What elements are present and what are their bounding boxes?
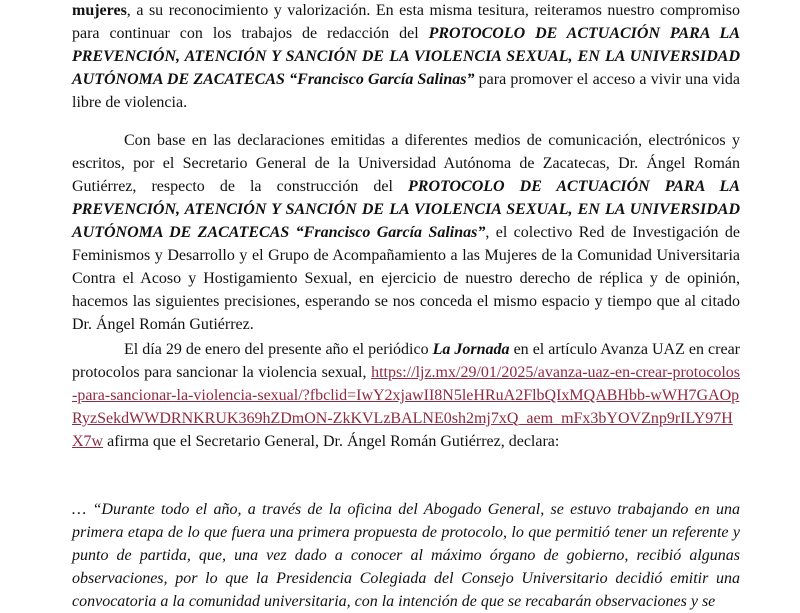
protocol-title: PROTOCOLO DE ACTUACIÓN PARA LA PREVENCIÓN, ATENCIÓN Y SANCIÓN DE LA VIOLENCIA SEXUAL, EN LA UNIVERSIDAD AUTÓNOMA DE ZACATECAS <box>72 178 740 241</box>
paragraph-text: , a su reconocimiento y valorización. En esta misma tesitura, reiteramos nuestro compromiso para continuar con los trabajos de redacción del <box>72 2 740 42</box>
university-name: “Francisco García Salinas” <box>289 71 475 88</box>
protocol-title: PROTOCOLO DE ACTUACIÓN PARA LA PREVENCIÓN, ATENCIÓN Y SANCIÓN DE LA VIOLENCIA SEXUAL, EN LA UNIVERSIDAD AUTÓNOMA DE ZACATECAS <box>72 25 741 88</box>
paragraph-declarations <box>72 129 740 336</box>
paragraph-text: para promover el acceso a vivir una vida libre de violencia. <box>72 71 741 111</box>
newspaper-name: La Jornada <box>432 341 510 358</box>
article-link[interactable]: https://ljz.mx/29/01/2025/avanza-uaz-en-crear-protocolos-para-sancionar-la-violencia-sexual/?fbclid=IwY2xjawII8N5leHRuA2FlbQIxMQABHbb-wWH7GAOpRyzSekdWWDRNKRUK369hZDmON-ZkKVLzBALNE0sh2mj7xQ_aem_mFx3bYOVZnp9rILY97HX7w <box>72 364 740 450</box>
university-name: “Francisco García Salinas” <box>295 224 486 241</box>
paragraph-text: afirma que el Secretario General, Dr. Ángel Román Gutiérrez, declara: <box>103 433 560 450</box>
paragraph-commitment <box>72 0 740 114</box>
paragraph-text: en el artículo Avanza UAZ en crear protocolos para sancionar la violencia sexual, <box>72 341 740 381</box>
quoted-statement: … “Durante todo el año, a través de la oficina del Abogado General, se estuvo trabajando en una primera etapa de lo que fuera una primera propuesta de protocolo, lo que permitió tener un referente y punto de partida, que, una vez dado a conocer al máximo órgano de gobierno, recibió algunas observaciones, por lo que la Presidencia Colegiada del Consejo Universitario decidió emitir una convocatoria a la comunidad universitaria, con la intención de que se recabarán observaciones y se <box>72 501 740 610</box>
bold-lead-word: mujeres <box>72 2 127 19</box>
paragraph-newspaper <box>72 338 740 453</box>
paragraph-text: Con base en las declaraciones emitidas a diferentes medios de comunicación, electrónicos y escritos, por el Secretario General de la Universidad Autónoma de Zacatecas, Dr. Ángel Román Gutiérrez, respecto de la construcción del <box>72 132 740 195</box>
paragraph-text: El día 29 de enero del presente año el periódico <box>124 341 433 358</box>
paragraph-text: , el colectivo Red de Investigación de Feminismos y Desarrollo y el Grupo de Acompañamiento a las Mujeres de la Comunidad Universitaria Contra el Acoso y Hostigamiento Sexual, en ejercicio de nuestro derecho de réplica y de opinión, hacemos las siguientes precisiones, esperando se nos conceda el mismo espacio y tiempo que al citado Dr. Ángel Román Gutiérrez. <box>72 224 741 333</box>
